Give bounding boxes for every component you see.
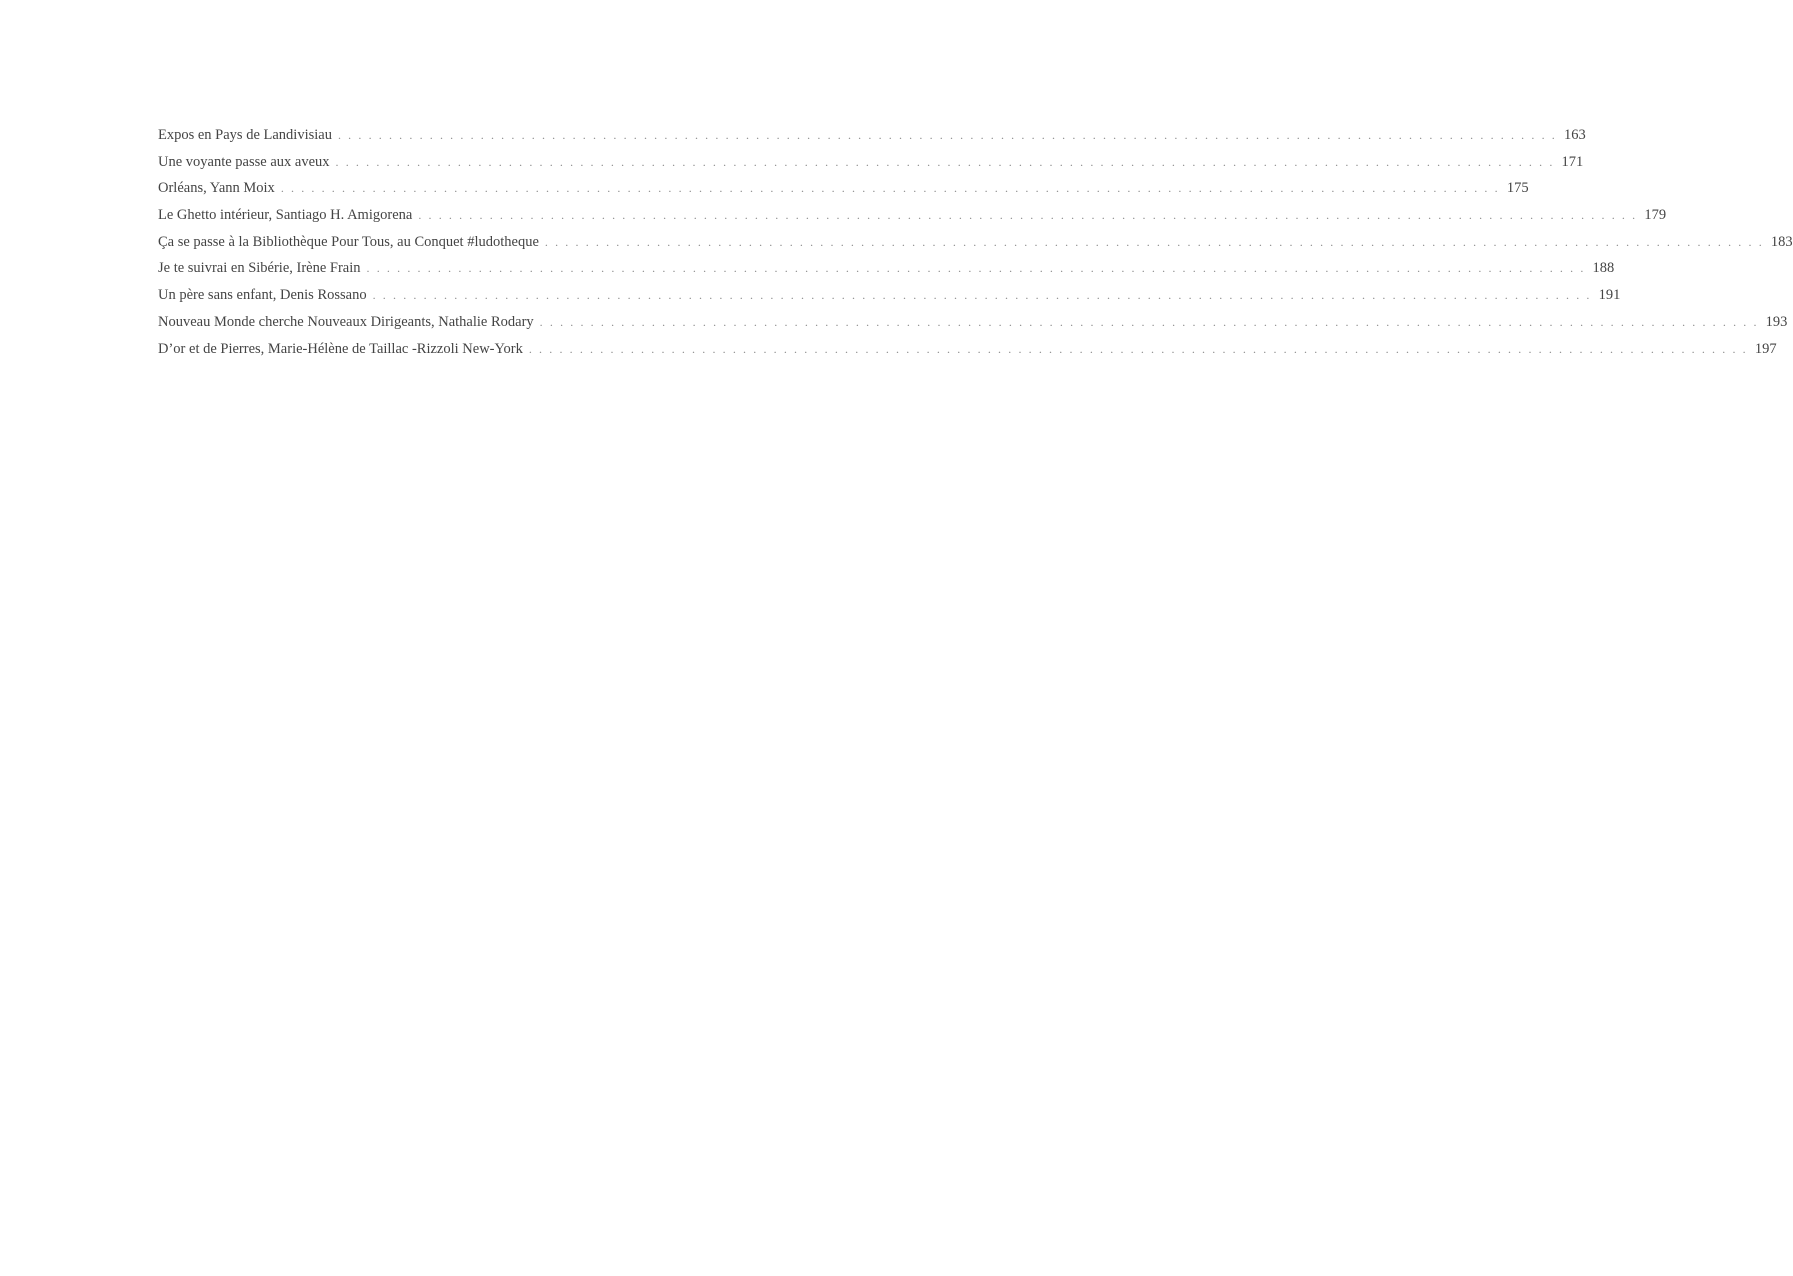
toc-entry[interactable]: [158, 175, 1529, 202]
toc-entry[interactable]: [158, 255, 1615, 282]
toc-entry-page: 191: [1598, 287, 1621, 304]
dot-leader: ........................................................................................................................: [280, 181, 1505, 196]
dot-leader: ........................................................................................................................: [528, 341, 1753, 356]
toc-entry-title: Un père sans enfant, Denis Rossano: [158, 287, 367, 304]
toc-entry-title: Expos en Pays de Landivisiau: [158, 127, 332, 143]
toc-entry-page: 197: [1754, 340, 1777, 357]
dot-leader: ........................................................................................................................: [337, 128, 1562, 142]
dot-leader: ........................................................................................................................: [366, 261, 1591, 276]
toc-entry[interactable]: [158, 122, 1586, 149]
toc-entry[interactable]: [158, 309, 1788, 336]
toc-entry[interactable]: [158, 149, 1584, 176]
toc-entry-page: 171: [1561, 153, 1584, 170]
toc-entry-page: 179: [1644, 207, 1667, 224]
toc-entry-page: 183: [1770, 233, 1793, 250]
toc-entry-title: D’or et de Pierres, Marie-Hélène de Taillac -Rizzoli New-York: [158, 340, 523, 357]
dot-leader: ........................................................................................................................: [418, 208, 1643, 223]
toc-entry-title: Je te suivrai en Sibérie, Irène Frain: [158, 260, 361, 277]
toc-entry[interactable]: [158, 336, 1777, 363]
toc-entry-page: 193: [1765, 313, 1788, 330]
dot-leader: ........................................................................................................................: [372, 288, 1597, 303]
dot-leader: ........................................................................................................................: [335, 154, 1560, 169]
dot-leader: ........................................................................................................................: [544, 234, 1769, 249]
toc-entry[interactable]: [158, 202, 1667, 229]
toc-entry-title: Le Ghetto intérieur, Santiago H. Amigorena: [158, 207, 413, 224]
toc-entry-page: 175: [1506, 180, 1529, 197]
toc-entry[interactable]: [158, 229, 1793, 256]
toc-entry-page: 163: [1563, 127, 1586, 143]
toc-entry-page: 188: [1592, 260, 1615, 277]
toc-entry-title: Une voyante passe aux aveux: [158, 153, 330, 170]
toc-entry-title: Nouveau Monde cherche Nouveaux Dirigeants, Nathalie Rodary: [158, 313, 534, 330]
toc-entry-title: Ça se passe à la Bibliothèque Pour Tous, au Conquet #ludotheque: [158, 233, 539, 250]
table-of-contents: [158, 122, 1793, 362]
dot-leader: ........................................................................................................................: [539, 314, 1764, 329]
toc-entry-title: Orléans, Yann Moix: [158, 180, 275, 197]
toc-entry[interactable]: [158, 282, 1621, 309]
